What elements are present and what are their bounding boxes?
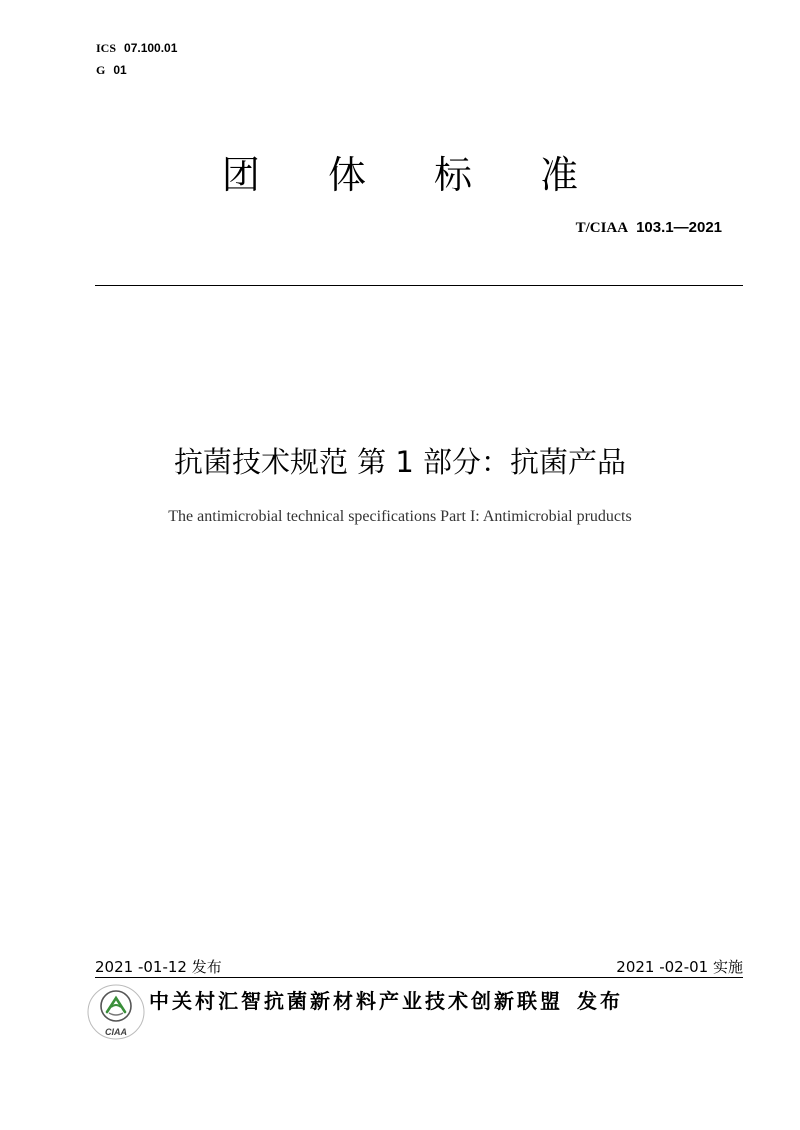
- ccs-classification: [96, 63, 127, 77]
- issuer-name: 中关村汇智抗菌新材料产业技术创新联盟: [149, 989, 563, 1013]
- document-title-chinese: 抗菌技术规范 第 1 部分：抗菌产品: [173, 445, 627, 479]
- footer-divider: [95, 977, 743, 978]
- standard-type-heading: 团 体 标 准: [221, 153, 607, 197]
- ics-classification: [96, 41, 177, 55]
- publish-date: 2021 -01-12 发布: [95, 958, 222, 976]
- standard-number: [576, 218, 722, 237]
- implementation-date: 2021 -02-01 实施: [616, 958, 743, 976]
- issuer-action: 发布: [577, 989, 623, 1013]
- issuer-line: [149, 988, 623, 1014]
- ccs-prefix: G: [96, 63, 106, 77]
- logo-text: CIAA: [105, 1027, 127, 1037]
- ccs-code: 01: [113, 63, 127, 77]
- standard-number-prefix: T/CIAA: [575, 220, 629, 236]
- standard-number-value: 103.1—2021: [636, 219, 722, 236]
- ciaa-logo-icon: [85, 982, 147, 1044]
- ics-code: 07.100.01: [124, 41, 178, 55]
- header-divider: [95, 285, 743, 286]
- document-title-english: The antimicrobial technical specifications Part I: Antimicrobial pruducts: [168, 508, 632, 525]
- ics-prefix: ICS: [96, 41, 117, 55]
